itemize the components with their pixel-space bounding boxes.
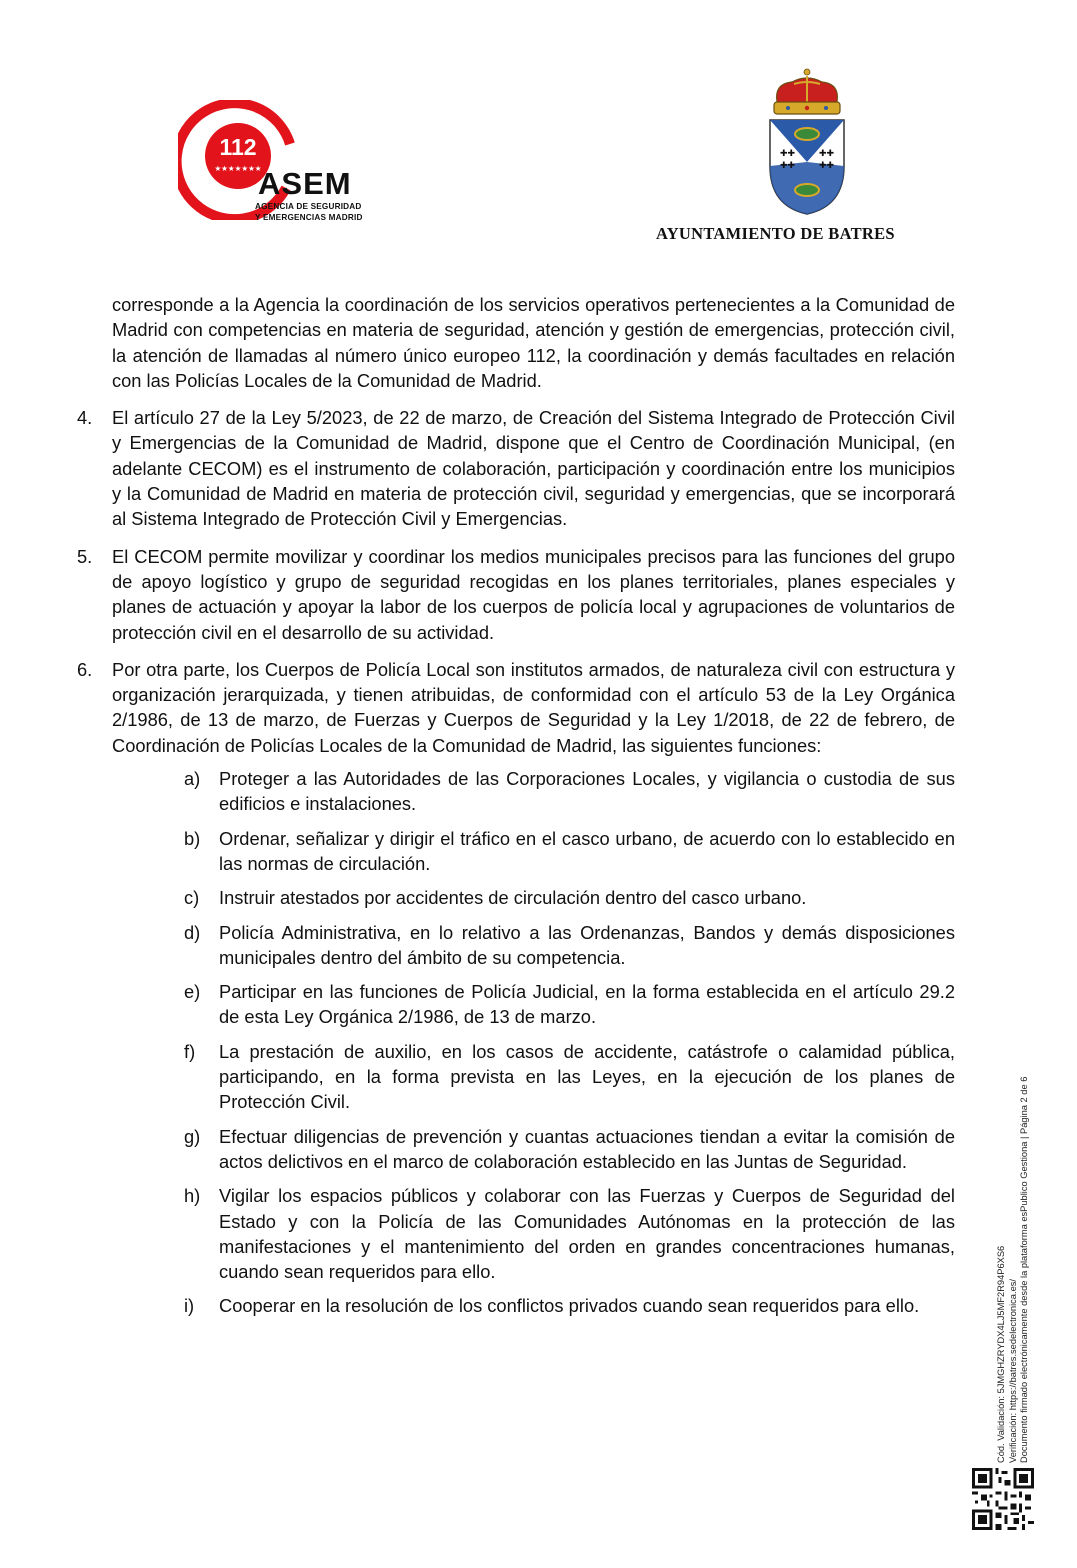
list-item <box>184 1039 955 1115</box>
item-text: Proteger a las Autoridades de las Corporaciones Locales, y vigilancia o custodia de sus edificios e instalaciones. <box>219 768 955 815</box>
asem-subtitle-line1: AGENCIA DE SEGURIDAD <box>255 202 362 211</box>
verification-url: Verificación: https://batres.sedelectronica.es/ <box>1007 1279 1018 1463</box>
item-text: Policía Administrativa, en lo relativo a las Ordenanzas, Bandos y demás disposiciones municipales dentro del ámbito de su competencia. <box>219 921 955 968</box>
item-number: 5. <box>77 545 93 567</box>
asem-logo <box>178 100 408 230</box>
list-item <box>184 1293 955 1318</box>
numbered-item-4 <box>77 405 955 531</box>
item-text: Ordenar, señalizar y dirigir el tráfico en el casco urbano, de acuerdo con lo establecido en las normas de circulación. <box>219 827 955 874</box>
item-text: Cooperar en la resolución de los conflictos privados cuando sean requeridos para ello. <box>219 1295 920 1317</box>
validation-code: Cód. Validación: 5JMGHZRYDX4LJ5MF2R94P6XS6 <box>996 1245 1006 1463</box>
item-text: Instruir atestados por accidentes de circulación dentro del casco urbano. <box>219 887 807 909</box>
asem-name: ASEM <box>258 166 352 201</box>
item-text: El artículo 27 de la Ley 5/2023, de 22 de marzo, de Creación del Sistema Integrado de Protección Civil y Emergencias de la Comunidad de Madrid, dispone que el Centro de Coordinación Municipal, (en adelante CECOM) es el instrumento de colaboración, participación y coordinación entre los municipios y la Comunidad de Madrid en materia de protección civil, seguridad y emergencias, que se incorporará al Sistema Integrado de Protección Civil y Emergencias. <box>112 407 955 530</box>
list-item <box>184 1183 955 1284</box>
asem-stars: ★★★★★★★ <box>214 164 262 173</box>
asem-subtitle-line2: Y EMERGENCIAS MADRID <box>255 213 363 222</box>
item-number: 4. <box>77 407 93 429</box>
item-text: Por otra parte, los Cuerpos de Policía Local son institutos armados, de naturaleza civil con estructura y organización jerarquizada, y tienen atribuidas, de conformidad con el artículo 53 de la Ley Orgánica 2/1986, de 13 de marzo, de Fuerzas y Cuerpos de Seguridad y la Ley 1/2018, de 22 de febrero, de Coordinación de Policías Locales de la Comunidad de Madrid, las siguientes funciones: <box>112 658 955 756</box>
numbered-item-6 <box>77 657 955 758</box>
qr-code-icon[interactable] <box>972 1468 1034 1530</box>
item-letter: g) <box>184 1125 201 1147</box>
svg-text:✚✚: ✚✚ <box>819 149 835 159</box>
continuation-paragraph: corresponde a la Agencia la coordinación de los servicios operativos pertenecientes a la Comunidad de Madrid con competencias en materia de seguridad, atención y gestión de emergencias, protección civil, la atención de llamadas al número único europeo 112, la coordinación y demás facultades en relación con las Policías Locales de la Comunidad de Madrid. <box>112 294 955 391</box>
item-letter: a) <box>184 768 201 790</box>
svg-text:✚✚: ✚✚ <box>780 161 796 171</box>
list-item <box>184 826 955 877</box>
item-text: Efectuar diligencias de prevención y cuantas actuaciones tiendan a evitar la comisión de actos delictivos en el marco de colaboración establecido en las Juntas de Seguridad. <box>219 1125 955 1172</box>
item-letter: e) <box>184 981 201 1003</box>
svg-text:✚✚: ✚✚ <box>819 161 835 171</box>
item-text: El CECOM permite movilizar y coordinar los medios municipales precisos para las funciones del grupo de apoyo logístico y grupo de seguridad recogidas en los planes territoriales, planes especiales y planes de actuación y apoyar la labor de los cuerpos de policía local y agrupaciones de voluntarios de protección civil en el desarrollo de su actividad. <box>112 545 955 643</box>
item-number: 6. <box>77 658 93 680</box>
item-letter: b) <box>184 827 201 849</box>
item-text: La prestación de auxilio, en los casos de accidente, catástrofe o calamidad pública, participando, en la forma prevista en las Leyes, en la ejecución de los planes de Protección Civil. <box>219 1040 955 1113</box>
municipality-name: AYUNTAMIENTO DE BATRES <box>656 224 895 243</box>
item-letter: c) <box>184 887 200 909</box>
item-letter: h) <box>184 1185 201 1207</box>
list-item <box>184 979 955 1030</box>
list-item <box>184 920 955 971</box>
signature-notice: Documento firmado electrónicamente desde la plataforma esPublico Gestiona | Página 2 de 6 <box>1019 1076 1029 1463</box>
batres-coat-of-arms-icon <box>764 66 850 216</box>
list-item <box>184 766 955 817</box>
document-body <box>77 292 955 1328</box>
functions-list <box>184 766 955 1319</box>
verification-sidebar <box>996 983 1031 1463</box>
item-letter: d) <box>184 921 201 943</box>
item-letter: i) <box>184 1295 195 1317</box>
numbered-item-5 <box>77 544 955 645</box>
item-text: Participar en las funciones de Policía Judicial, en la forma establecida en el artículo 29.2 de esta Ley Orgánica 2/1986, de 13 de marzo. <box>219 981 955 1028</box>
item-text: Vigilar los espacios públicos y colaborar con las Fuerzas y Cuerpos de Seguridad del Estado y con la Policía de las Comunidades Autónomas en la protección de las manifestaciones y el mantenimiento del orden en grandes concentraciones humanas, cuando sean requeridos para ello. <box>219 1185 955 1283</box>
item-letter: f) <box>184 1040 196 1062</box>
asem-112-text: 112 <box>219 134 257 160</box>
list-item <box>184 885 955 910</box>
list-item <box>184 1124 955 1175</box>
svg-text:✚✚: ✚✚ <box>780 149 796 159</box>
